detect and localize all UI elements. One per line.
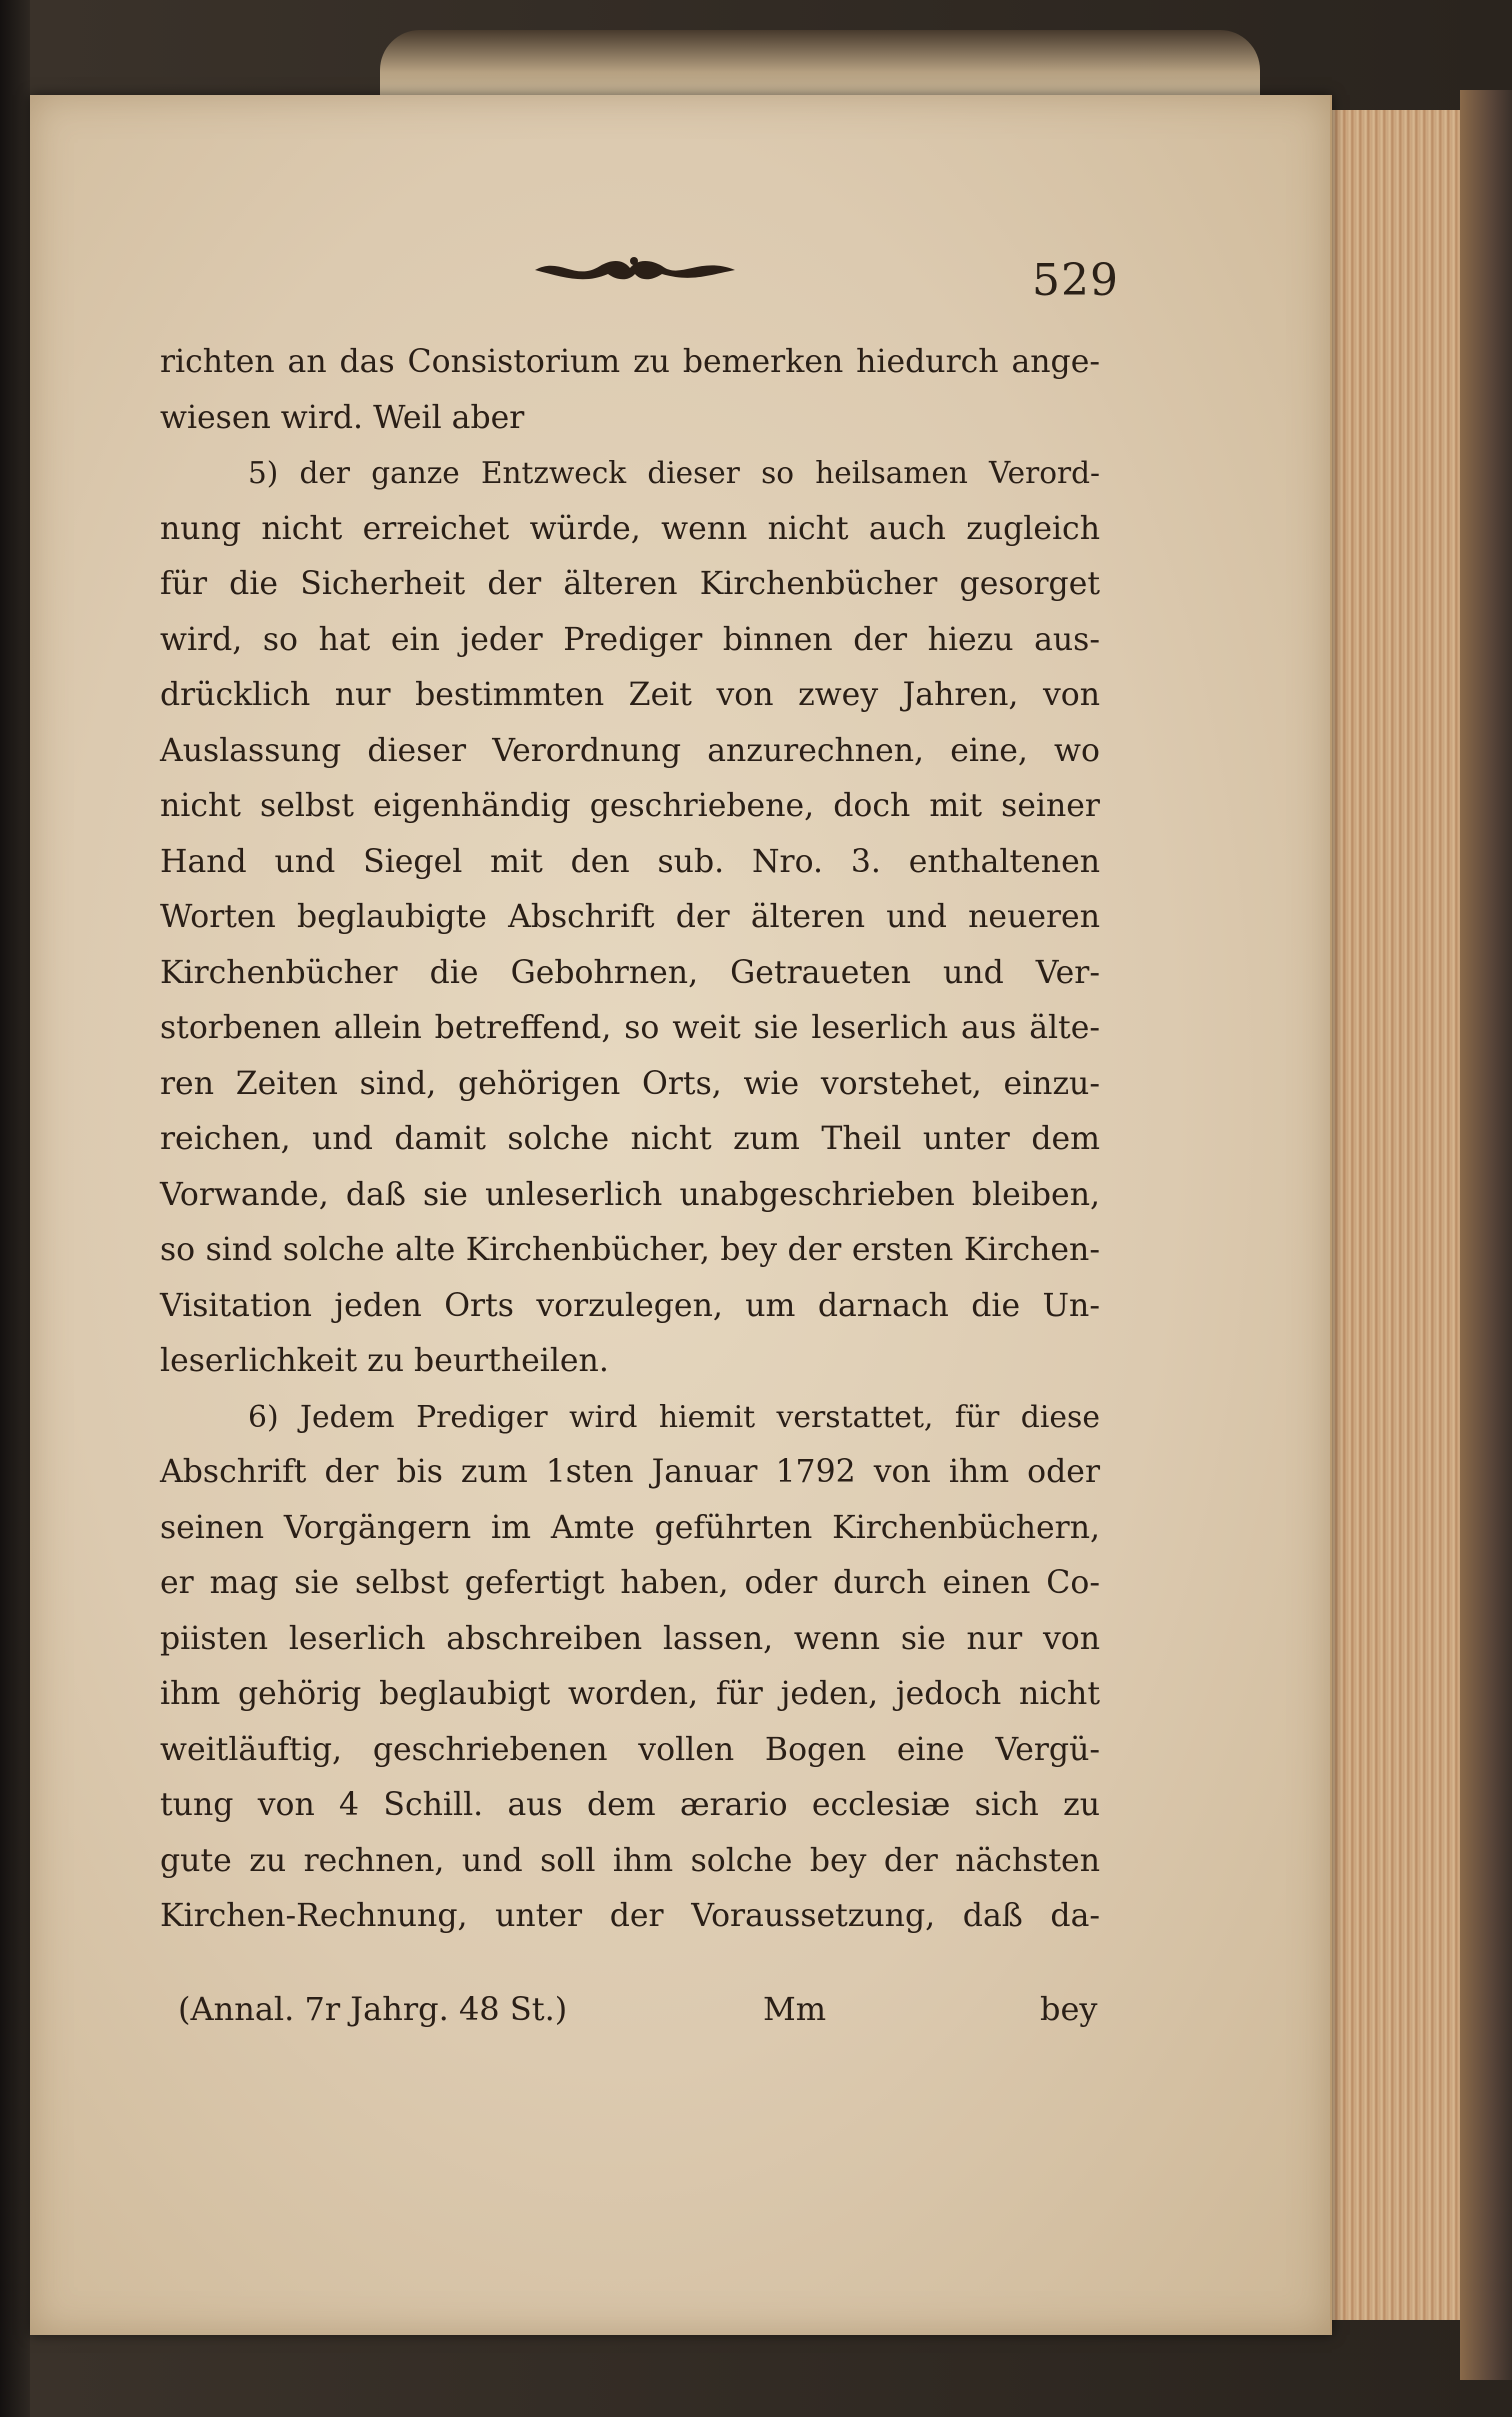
text-line: wiesen wird. Weil aber <box>160 399 525 436</box>
text-line: ihm gehörig beglaubigt worden, für jeden, jedoch nicht <box>160 1676 1100 1712</box>
text-line: für die Sicherheit der älteren Kirchenbücher gesorget <box>160 566 1100 602</box>
text-line: ren Zeiten sind, gehörigen Orts, wie vorstehet, einzu- <box>160 1065 1100 1102</box>
text-line: Kirchen-Rechnung, unter der Voraussetzung, daß da- <box>160 1898 1100 1934</box>
text-line: reichen, und damit solche nicht zum Theil unter dem <box>160 1121 1100 1157</box>
text-line: Abschrift der bis zum 1sten Januar 1792 von ihm oder <box>160 1454 1100 1490</box>
text-line: Worten beglaubigte Abschrift der älteren und neueren <box>160 899 1100 935</box>
text-line: gute zu rechnen, und soll ihm solche bey der nächsten <box>160 1842 1100 1879</box>
text-line: weitläuftig, geschriebenen vollen Bogen eine Vergü- <box>160 1731 1100 1768</box>
source-reference: (Annal. 7r Jahrg. 48 St.) <box>178 1990 568 2028</box>
text-line: Visitation jeden Orts vorzulegen, um darnach die Un- <box>160 1287 1100 1324</box>
book-spine <box>0 0 30 2417</box>
page-footer <box>178 1990 1098 2050</box>
text-line: leserlichkeit zu beurtheilen. <box>160 1343 609 1379</box>
text-line: Auslassung dieser Verordnung anzurechnen, eine, wo <box>160 732 1100 769</box>
text-line: Hand und Siegel mit den sub. Nro. 3. enthaltenen <box>160 843 1100 880</box>
text-line: 5) der ganze Entzweck dieser so heilsamen Verord- <box>248 456 1100 490</box>
text-line: Kirchenbücher die Gebohrnen, Getraueten und Ver- <box>160 954 1100 991</box>
body-text <box>160 335 1100 1945</box>
text-line: Vorwande, daß sie unleserlich unabgeschrieben bleiben, <box>160 1176 1100 1213</box>
text-line: er mag sie selbst gefertigt haben, oder durch einen Co- <box>160 1565 1100 1601</box>
text-line: nung nicht erreichet würde, wenn nicht auch zugleich <box>160 510 1100 547</box>
text-line: wird, so hat ein jeder Prediger binnen der hiezu aus- <box>160 621 1100 658</box>
text-line: seinen Vorgängern im Amte geführten Kirchenbüchern, <box>160 1509 1100 1546</box>
text-line: 6) Jedem Prediger wird hiemit verstattet, für diese <box>248 1399 1100 1435</box>
page-top-edge <box>380 30 1260 100</box>
text-line: tung von 4 Schill. aus dem ærario ecclesiæ sich zu <box>160 1787 1100 1823</box>
catchword: bey <box>1040 1990 1098 2028</box>
book-cover-edge <box>1460 90 1512 2380</box>
text-line: piisten leserlich abschreiben lassen, wenn sie nur von <box>160 1620 1100 1657</box>
text-line: so sind solche alte Kirchenbücher, bey der ersten Kirchen- <box>160 1232 1100 1268</box>
text-line: storbenen allein betreffend, so weit sie leserlich aus älte- <box>160 1010 1100 1046</box>
fleuron-ornament-icon <box>530 252 740 288</box>
text-line: nicht selbst eigenhändig geschriebene, doch mit seiner <box>160 788 1100 824</box>
text-line: drücklich nur bestimmten Zeit von zwey Jahren, von <box>160 677 1100 713</box>
signature-mark: Mm <box>763 1990 827 2028</box>
text-line: richten an das Consistorium zu bemerken hiedurch ange- <box>160 344 1100 380</box>
page-number: 529 <box>1032 255 1119 306</box>
page-block-edge <box>1330 110 1481 2320</box>
